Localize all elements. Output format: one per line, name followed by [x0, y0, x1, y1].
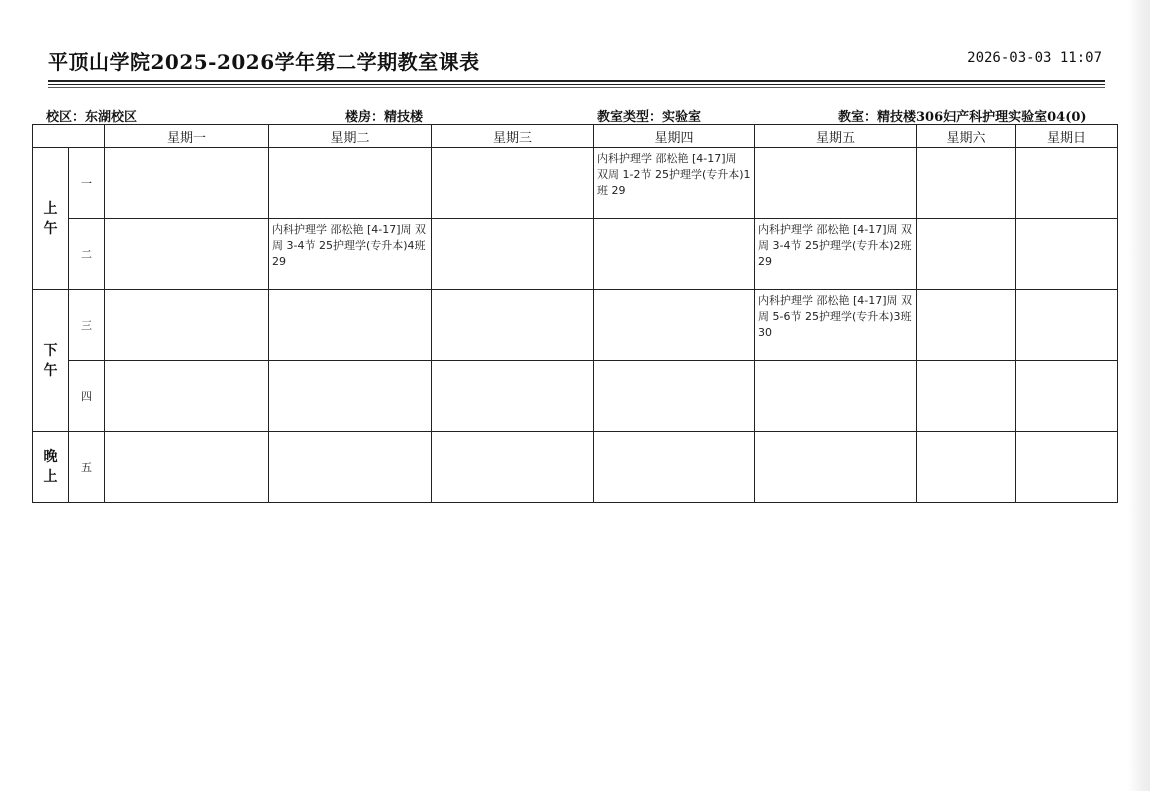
table-row — [33, 148, 1118, 219]
building-label: 楼房：精技楼 — [345, 110, 424, 125]
period-evening — [33, 432, 69, 503]
course-entry: 内科护理学 邵松艳 [4-17]周 双周 3-4节 25护理学(专升本)2班 29 — [758, 223, 913, 268]
period-morning-label: 上 午 — [43, 200, 58, 237]
schedule-cell — [432, 432, 594, 503]
schedule-cell — [917, 148, 1016, 219]
room-label: 教室：精技楼306妇产科护理实验室04(0) — [838, 110, 1087, 125]
slot-number: 五 — [69, 432, 105, 503]
schedule-cell — [432, 219, 594, 290]
corner-cell — [33, 125, 105, 148]
schedule-cell — [105, 219, 269, 290]
schedule-cell — [917, 219, 1016, 290]
room-type-label: 教室类型：实验室 — [597, 110, 702, 125]
header-rule — [48, 87, 1105, 88]
schedule-cell — [755, 361, 917, 432]
schedule-cell — [755, 148, 917, 219]
schedule-cell — [1016, 219, 1118, 290]
schedule-cell — [594, 148, 755, 219]
slot-number: 三 — [69, 290, 105, 361]
schedule-cell — [1016, 148, 1118, 219]
schedule-cell — [594, 290, 755, 361]
schedule-cell — [105, 148, 269, 219]
schedule-cell — [917, 361, 1016, 432]
schedule-cell — [755, 432, 917, 503]
schedule-cell — [594, 361, 755, 432]
period-morning — [33, 148, 69, 290]
print-timestamp: 2026-03-03 11:07 — [967, 50, 1102, 66]
schedule-cell — [755, 290, 917, 361]
table-row — [33, 361, 1118, 432]
schedule-cell — [432, 148, 594, 219]
schedule-cell — [269, 148, 432, 219]
schedule-cell — [1016, 361, 1118, 432]
schedule-cell — [594, 432, 755, 503]
header-rule — [48, 84, 1105, 85]
day-header: 星期六 — [917, 125, 1016, 148]
schedule-cell — [432, 361, 594, 432]
timetable — [32, 124, 1118, 503]
day-header: 星期三 — [432, 125, 594, 148]
course-entry: 内科护理学 邵松艳 [4-17]周 双周 1-2节 25护理学(专升本)1班 29 — [597, 152, 751, 197]
schedule-cell — [105, 290, 269, 361]
schedule-cell — [917, 432, 1016, 503]
header-row — [33, 125, 1118, 148]
page-edge-shade — [1128, 0, 1150, 791]
table-row — [33, 432, 1118, 503]
schedule-cell — [269, 290, 432, 361]
table-row — [33, 219, 1118, 290]
schedule-cell — [269, 432, 432, 503]
slot-number: 四 — [69, 361, 105, 432]
schedule-cell — [269, 219, 432, 290]
day-header: 星期四 — [594, 125, 755, 148]
schedule-cell — [755, 219, 917, 290]
day-header: 星期一 — [105, 125, 269, 148]
schedule-cell — [269, 361, 432, 432]
slot-number: 一 — [69, 148, 105, 219]
schedule-cell — [917, 290, 1016, 361]
campus-label: 校区：东湖校区 — [46, 110, 138, 125]
page-title: 平顶山学院2025-2026学年第二学期教室课表 — [48, 50, 480, 74]
day-header: 星期二 — [269, 125, 432, 148]
schedule-cell — [105, 432, 269, 503]
period-evening-label: 晚 上 — [43, 449, 58, 485]
schedule-cell — [1016, 290, 1118, 361]
schedule-cell — [594, 219, 755, 290]
schedule-cell — [432, 290, 594, 361]
course-entry: 内科护理学 邵松艳 [4-17]周 双周 3-4节 25护理学(专升本)4班 29 — [272, 223, 427, 268]
schedule-cell — [1016, 432, 1118, 503]
course-entry: 内科护理学 邵松艳 [4-17]周 双周 5-6节 25护理学(专升本)3班 30 — [758, 294, 913, 339]
day-header: 星期五 — [755, 125, 917, 148]
day-header: 星期日 — [1016, 125, 1118, 148]
schedule-cell — [105, 361, 269, 432]
table-row — [33, 290, 1118, 361]
slot-number: 二 — [69, 219, 105, 290]
period-afternoon-label: 下 午 — [43, 342, 58, 379]
header-rule — [48, 80, 1105, 82]
period-afternoon — [33, 290, 69, 432]
